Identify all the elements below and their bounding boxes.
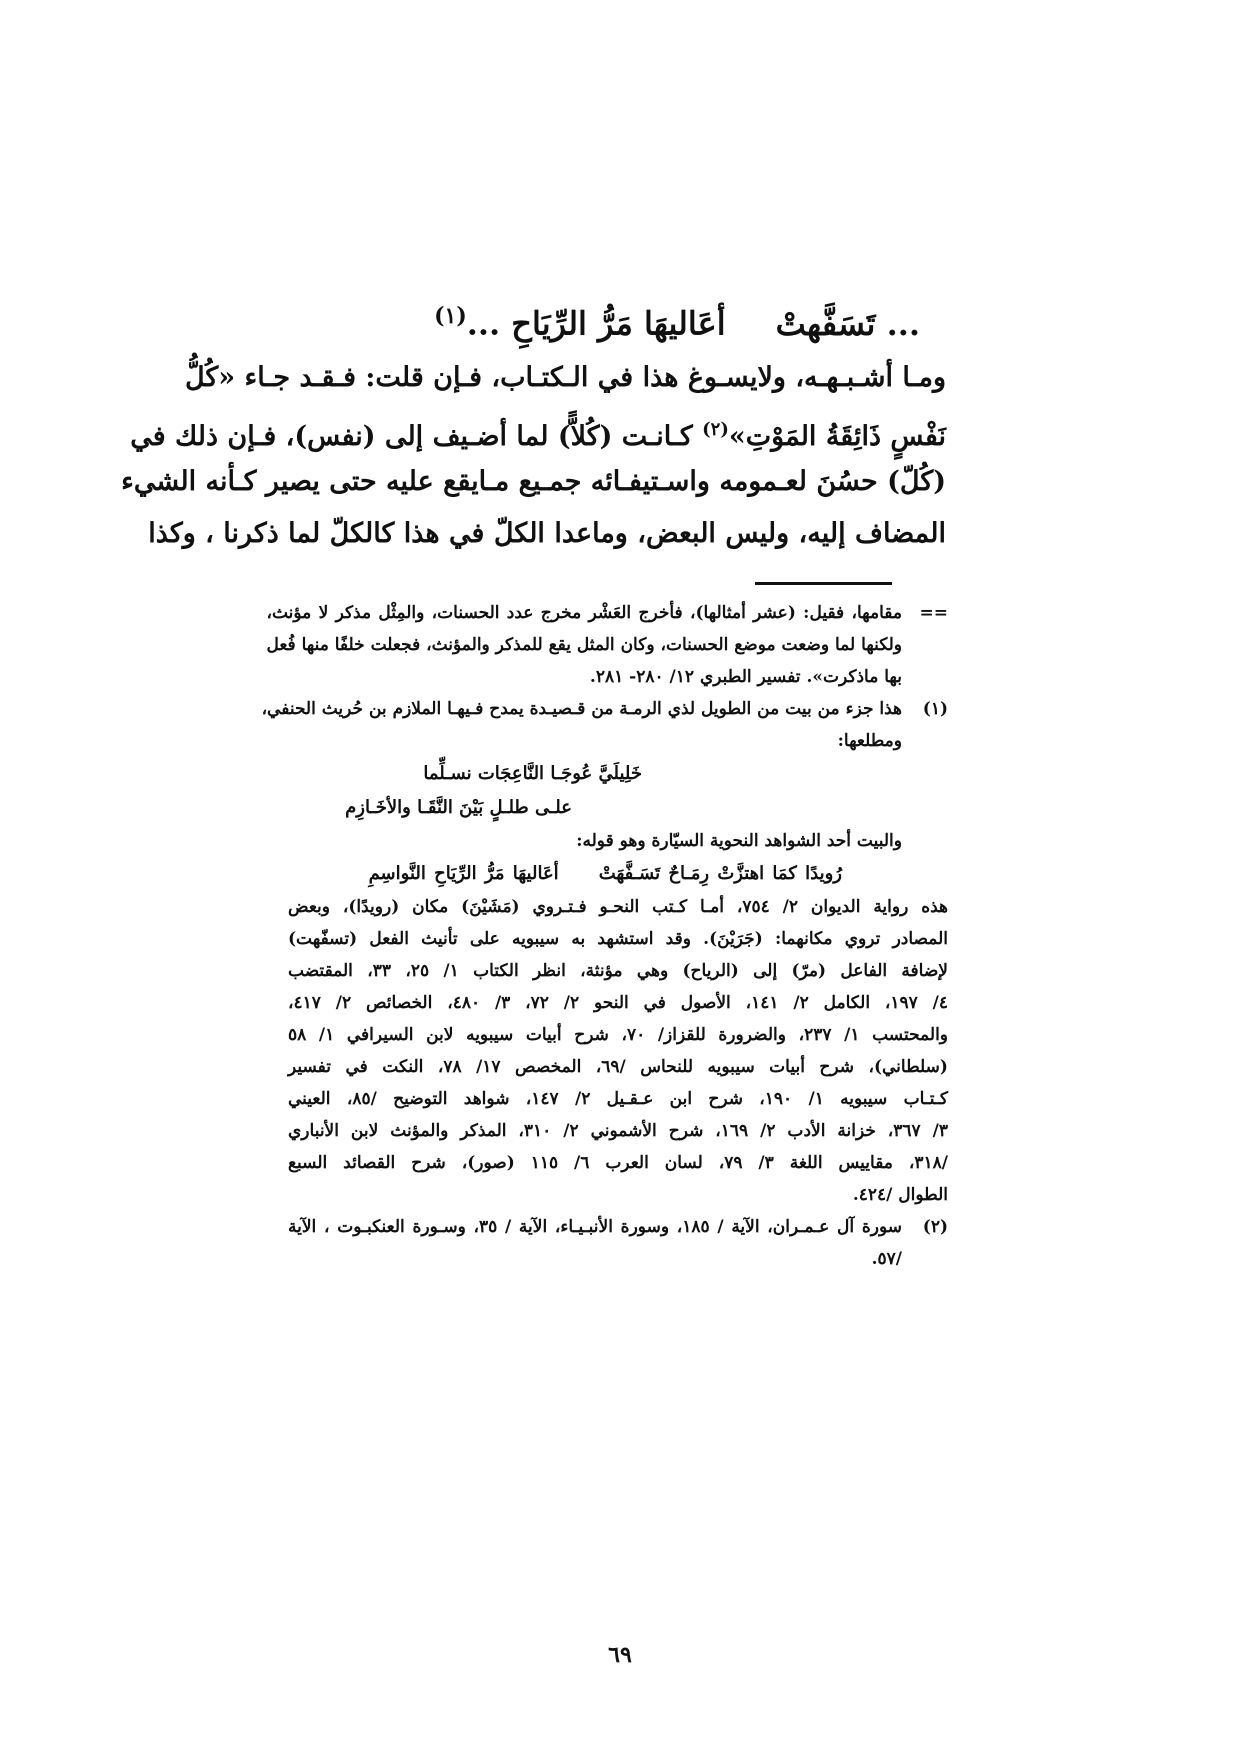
footnote-line: كـتـاب سيبويه ١/ ١٩٠، شرح ابن عـقـيل ٢/ ١٤٧، شواهد التوضيح /٨٥، العيني bbox=[288, 1089, 948, 1109]
footnote-1 bbox=[261, 693, 948, 891]
footnote-mark: (١) bbox=[922, 699, 948, 719]
footnote-line: المصادر تروي مكانهما: (جَرَيْنَ). وقد استشهد به سيبويه على تأنيث الفعل (تسفّهت) bbox=[288, 929, 948, 949]
main-paragraph bbox=[121, 352, 946, 560]
footnote-line: والمحتسب ١/ ٢٣٧، والضرورة للقزاز/ ٧٠، شرح أبيات سيبويه لابن السيرافي ١/ ٥٨ bbox=[288, 1025, 948, 1045]
full-hemistich-2: أعَاليهَا مَرُّ الرِّيَاحِ النَّواسِمِ bbox=[368, 863, 559, 884]
footnote-line: ومطلعها: bbox=[837, 731, 902, 751]
footnote-line: سورة آل عـمـران، الآية / ١٨٥، وسورة الأنبـيـاء، الآية / ٣٥، وسـورة العنكبـوت ، الآية bbox=[288, 1217, 902, 1237]
footnote-mark: (٢) bbox=[922, 1217, 948, 1237]
main-line: نَفْسٍ ذَائِقَةُ المَوْتِ»$^{(٢)}$ كـانـت (كُلاًّ) لما أضـيف إلى (نفس)، فـإن ذلك في bbox=[130, 419, 946, 452]
footnote-separator bbox=[755, 582, 892, 585]
footnote-1-sources bbox=[288, 891, 948, 1211]
full-hemistich-1: رُويدًا كمَا اهتزَّتْ رِمَـاحٌ تَسَـفَّهَتْ bbox=[598, 863, 842, 884]
opening-hemistich-1: خَلِيلَيَّ عُوجَـا النَّاعِجَات نسـلِّما bbox=[423, 763, 642, 784]
opening-verse bbox=[262, 757, 902, 825]
footnote-line: /٣١٨، مقاييس اللغة ٣/ ٧٩، لسان العرب ٦/ ١١٥ (صور)، شرح القصائد السبع bbox=[288, 1153, 948, 1173]
footnote-line: بها ماذكرت». تفسير الطبري ١٢/ ٢٨٠- ٢٨١. bbox=[589, 667, 902, 687]
main-line: ومـا أشـبـهـه، ولايسـوغ هذا في الـكتـاب، فـإن قلت: فـقـد جـاء «كُلُّ bbox=[184, 362, 946, 393]
full-verse bbox=[262, 857, 902, 891]
verse-intro: والبيت أحد الشواهد النحوية السيّارة وهو قوله: bbox=[576, 831, 902, 851]
footnote-line: هذا جزء من بيت من الطويل لذي الرمـة من قـصيـدة يمدح فـيهـا الملازم بن حُريث الحنفي، bbox=[261, 699, 902, 719]
opening-hemistich-2: علـى طلـلٍ بَيْنَ النَّقَـا والأخَـازِم bbox=[345, 797, 572, 818]
main-line: المضاف إليه، وليس البعض، وماعدا الكلّ في هذا كالكلّ لما ذكرنا ، وكذا bbox=[148, 518, 946, 549]
footnote-2 bbox=[288, 1211, 948, 1275]
footnote-continued bbox=[266, 597, 948, 693]
footnote-line: ٣/ ٣٦٧، خزانة الأدب ٢/ ١٦٩، شرح الأشموني ٢/ ٣١٠، المذكر والمؤنث لابن الأنباري bbox=[288, 1121, 948, 1141]
footnote-ref-2: (٢) bbox=[702, 419, 729, 440]
verse-hemistich-left: أعَاليهَا مَرُّ الرِّيَاحِ ...$^{(١)}$ bbox=[434, 303, 726, 343]
verse-hemistich-right: ... تَسَفَّهتْ bbox=[775, 304, 920, 343]
footnote-line: ولكنها لما وضعت موضع الحسنات، وكان المثل يقع للمذكر والمؤنث، فجعلت خلفًا منها فُعل bbox=[266, 635, 902, 655]
verse-fragment bbox=[360, 303, 920, 343]
footnote-mark: == bbox=[919, 603, 948, 623]
footnote-line: (سلطاني)، شرح أبيات سيبويه للنحاس /٦٩، المخصص ١٧/ ٧٨، النكت في تفسير bbox=[288, 1057, 948, 1077]
footnote-line: لإضافة الفاعل (مرّ) إلى (الرياح) وهي مؤنثة، انظر الكتاب ١/ ٢٥، ٣٣، المقتضب bbox=[288, 961, 948, 981]
footnotes bbox=[261, 597, 949, 1275]
footnote-line: هذه رواية الديوان ٢/ ٧٥٤، أمـا كـتب النحـو فـتـروي (مَشَيْنَ) مكان (رويدًا)، وبعض bbox=[288, 897, 948, 917]
main-line: (كُلّ) حسُنَ لعـمومه واسـتيفـائه جمـيع مـايقع عليه حتى يصير كـأنه الشيء bbox=[121, 466, 946, 497]
footnote-line: /٥٧. bbox=[871, 1249, 902, 1269]
page-number: ٦٩ bbox=[608, 1642, 632, 1668]
footnote-line: مقامها، فقيل: (عشر أمثالها)، فأخرج العَشْر مخرج عدد الحسنات، والمِثْل مذكر لا مؤنث، bbox=[266, 603, 902, 623]
footnote-line: الطوال /٤٢٤. bbox=[852, 1185, 948, 1205]
footnote-line: ٤/ ١٩٧، الكامل ٢/ ١٤١، الأصول في النحو ٢/ ٧٢، ٣/ ٤٨٠، الخصائص ٢/ ٤١٧، bbox=[288, 993, 949, 1013]
footnote-ref-1: (١) bbox=[434, 303, 467, 329]
